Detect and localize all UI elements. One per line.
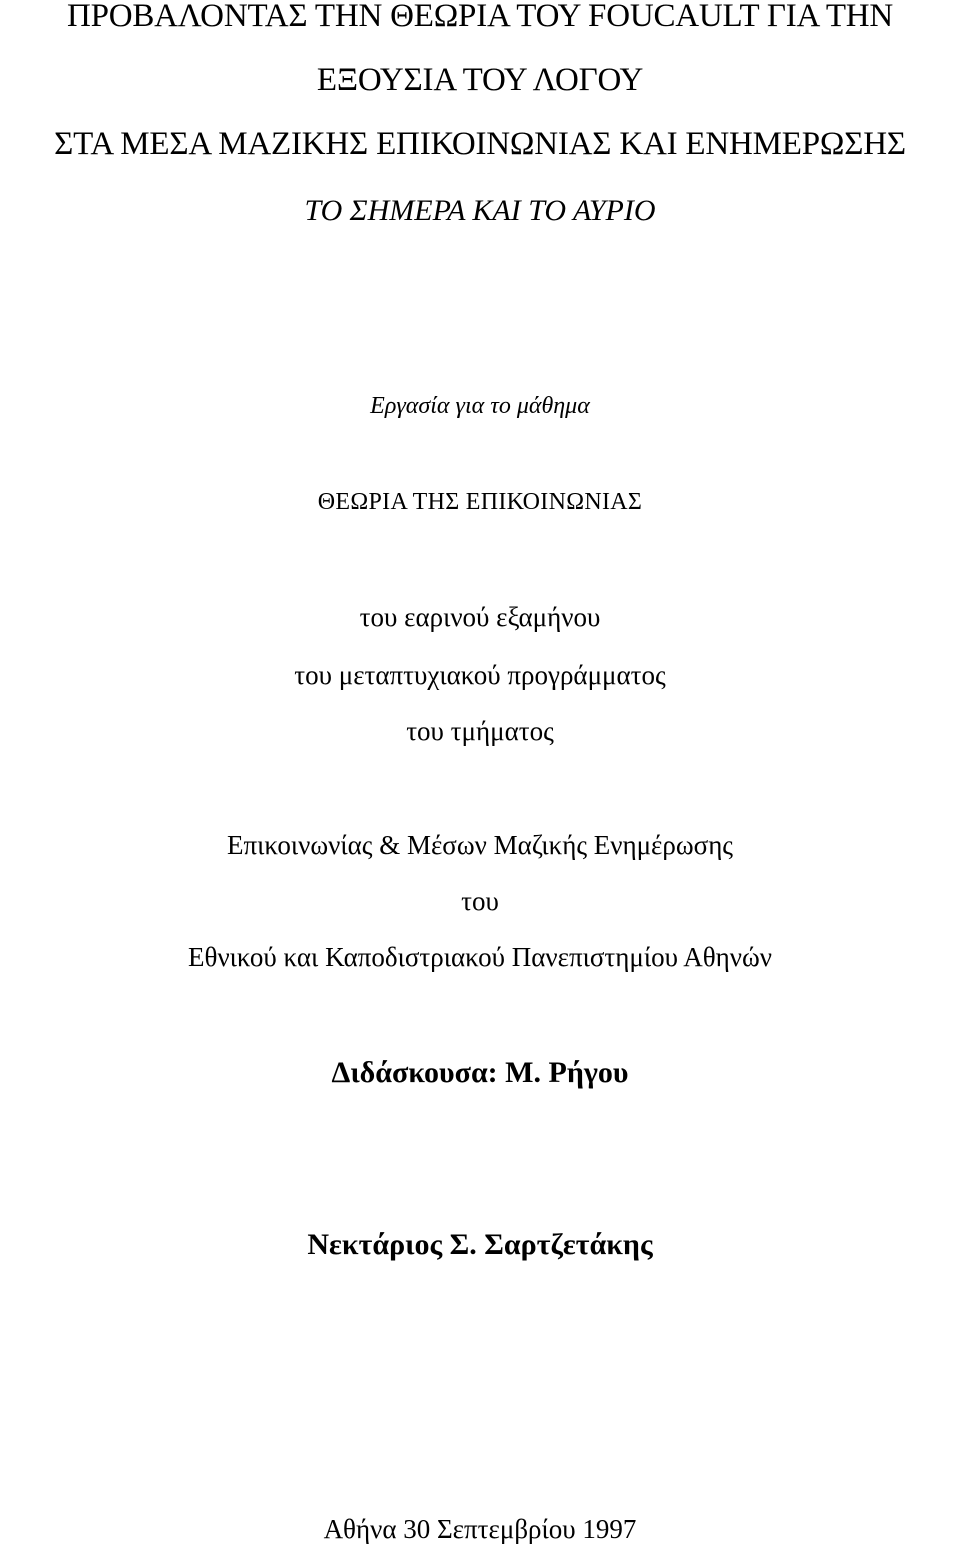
department-intro: του τμήματος — [406, 716, 554, 746]
date-line: Αθήνα 30 Σεπτεμβρίου 1997 — [323, 1514, 637, 1544]
instructor: Διδάσκουσα: Μ. Ρήγου — [331, 1056, 629, 1089]
university-name: Εθνικού και Καποδιστριακού Πανεπιστημίου Αθηνών — [188, 942, 772, 972]
subtitle: ΤΟ ΣΗΜΕΡΑ ΚΑΙ ΤΟ ΑΥΡΙΟ — [304, 194, 656, 227]
title-line-3: ΣΤΑ ΜΕΣΑ ΜΑΖΙΚΗΣ ΕΠΙΚΟΙΝΩΝΙΑΣ ΚΑΙ ΕΝΗΜΕΡΩΣΗΣ — [54, 126, 906, 162]
of-line: του — [461, 886, 499, 916]
course-intro: Εργασία για το μάθημα — [370, 393, 590, 419]
department-name: Επικοινωνίας & Μέσων Μαζικής Ενημέρωσης — [227, 830, 733, 860]
course-name: ΘΕΩΡΙΑ ΤΗΣ ΕΠΙΚΟΙΝΩΝΙΑΣ — [317, 489, 643, 515]
semester-line: του εαρινού εξαμήνου — [359, 602, 601, 632]
title-line-1: ΠΡΟΒΑΛΟΝΤΑΣ ΤΗΝ ΘΕΩΡΙΑ ΤΟΥ FOUCAULT ΓΙΑ ΤΗΝ — [66, 0, 894, 34]
author: Νεκτάριος Σ. Σαρτζετάκης — [307, 1228, 653, 1261]
program-line: του μεταπτυχιακού προγράμματος — [294, 660, 666, 690]
title-line-2: ΕΞΟΥΣΙΑ ΤΟΥ ΛΟΓΟΥ — [316, 62, 644, 98]
